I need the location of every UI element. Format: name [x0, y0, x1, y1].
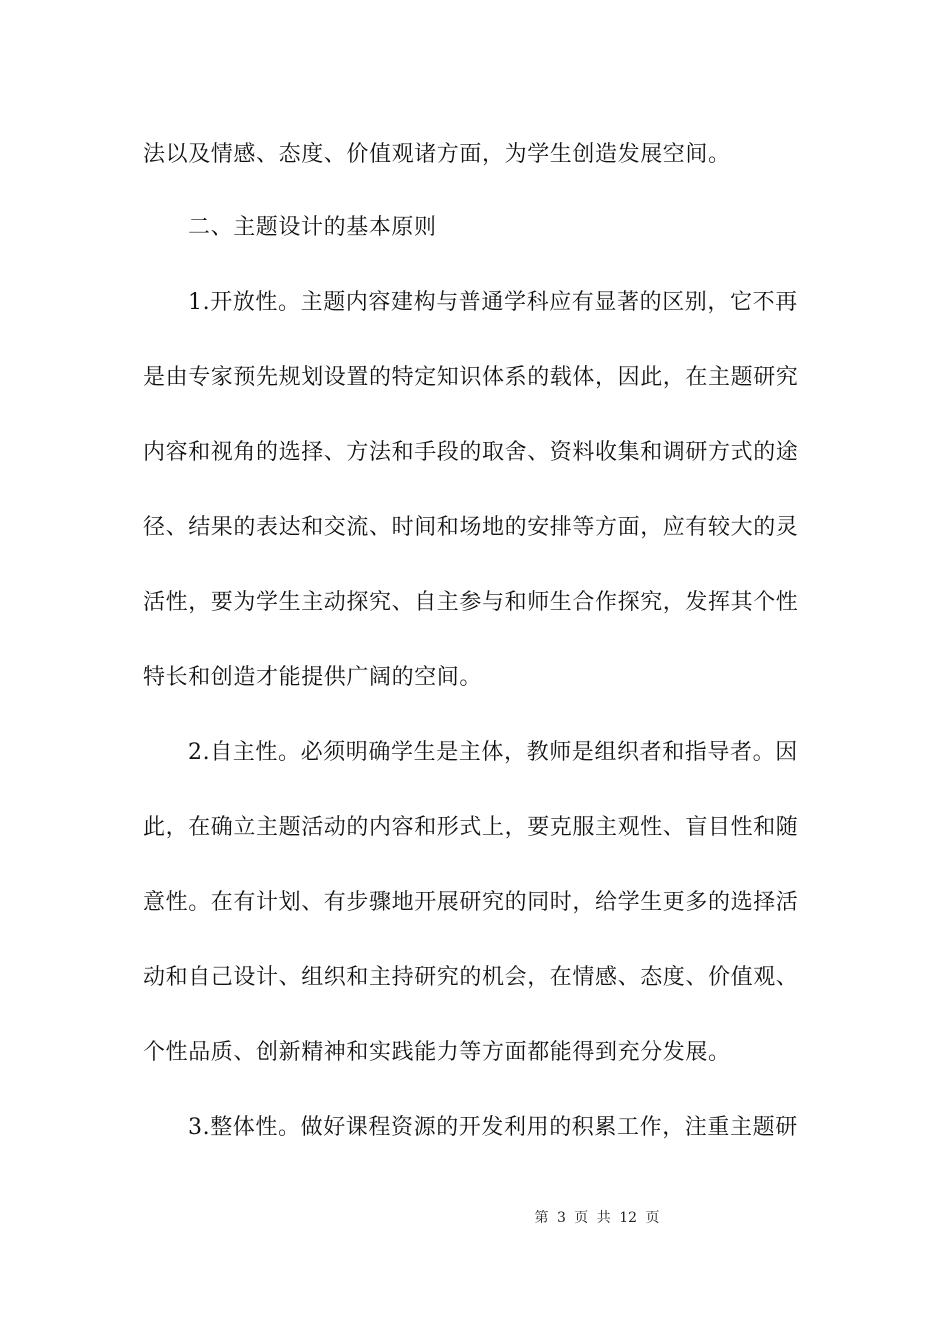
text-line: 动和自己设计、组织和主持研究的机会，在情感、态度、价值观、	[143, 965, 799, 990]
text-line: 内容和视角的选择、方法和手段的取舍、资料收集和调研方式的途	[143, 440, 799, 465]
text-line: 径、结果的表达和交流、时间和场地的安排等方面，应有较大的灵	[143, 515, 799, 540]
section-heading: 二、主题设计的基本原则	[188, 215, 437, 240]
text-line: 此，在确立主题活动的内容和形式上，要克服主观性、盲目性和随	[143, 815, 799, 840]
text-line: 个性品质、创新精神和实践能力等方面都能得到充分发展。	[143, 1040, 731, 1065]
text-line: 意性。在有计划、有步骤地开展研究的同时，给学生更多的选择活	[143, 890, 799, 915]
page-number-footer: 第 3 页 共 12 页	[534, 1210, 660, 1226]
text-line: 1.开放性。主题内容建构与普通学科应有显著的区别，它不再	[188, 290, 798, 315]
text-line: 活性，要为学生主动探究、自主参与和师生合作探究，发挥其个性	[143, 590, 799, 615]
text-line: 2.自主性。必须明确学生是主体，教师是组织者和指导者。因	[188, 740, 798, 765]
text-line: 是由专家预先规划设置的特定知识体系的载体，因此，在主题研究	[143, 365, 799, 390]
text-line: 3.整体性。做好课程资源的开发利用的积累工作，注重主题研	[188, 1115, 798, 1140]
text-line: 法以及情感、态度、价值观诸方面，为学生创造发展空间。	[143, 142, 731, 167]
text-line: 特长和创造才能提供广阔的空间。	[143, 665, 483, 690]
